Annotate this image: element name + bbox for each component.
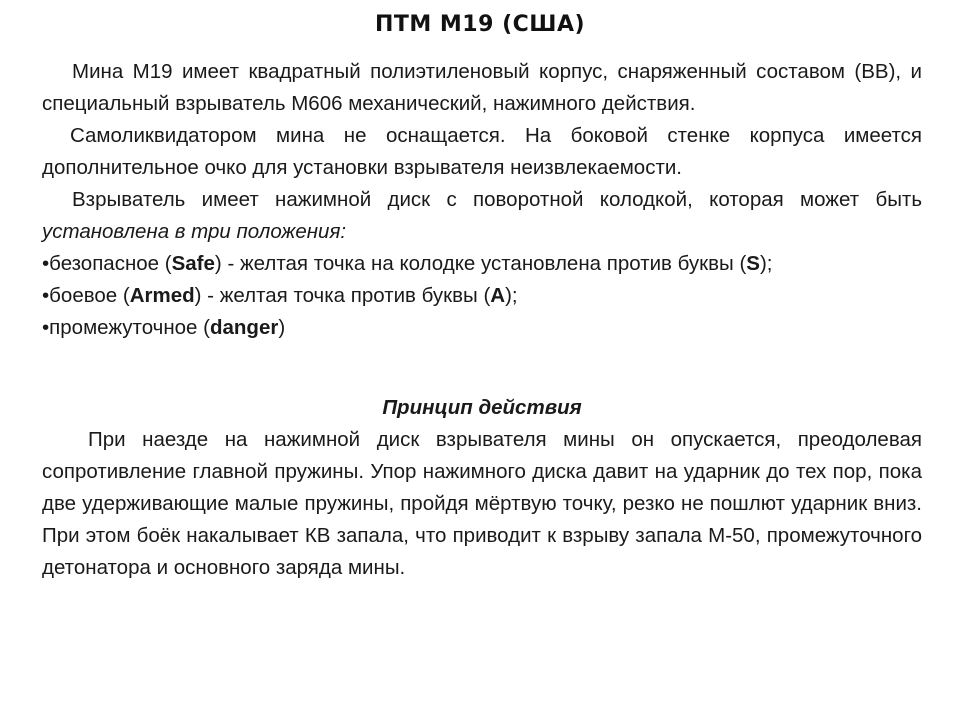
bullet-keyword: danger [209, 316, 279, 339]
bullet-keyword: Armed [129, 284, 195, 307]
list-item-safe [42, 248, 922, 280]
bullet-prefix: •безопасное ( [42, 252, 172, 275]
bullet-suffix: ); [505, 284, 518, 307]
paragraph-principle: При наезде на нажимной диск взрывателя мины он опускается, преодолевая сопротивление главной пружины. Упор нажимного диска давит на ударник до тех пор, пока две удерживающие малые пружины, пройдя мёртвую точку, резко не пошлют ударник вниз. При этом боёк накалывает КВ запала, что приводит к взрыву запала М-50, промежуточного детонатора и основного заряда мины. [42, 428, 922, 579]
bullet-letter: S [746, 252, 760, 275]
list-item-danger [42, 312, 922, 344]
bullet-prefix: •боевое ( [42, 284, 130, 307]
section-heading: Принцип действия [382, 396, 582, 419]
paragraph-fuze-text: Взрыватель имеет нажимной диск с поворотной колодкой, которая может быть [72, 188, 922, 211]
bullet-suffix: ); [759, 252, 773, 275]
paragraph-fuze [42, 184, 922, 248]
bullet-text: ) [278, 316, 286, 339]
paragraph-fuze-emphasis: установлена в три положения: [42, 220, 347, 243]
bullet-prefix: •промежуточное ( [42, 316, 210, 339]
page-title: ПТМ М19 (США) [374, 12, 586, 37]
list-item-armed [42, 280, 922, 312]
document-body [42, 56, 922, 584]
bullet-text: ) - желтая точка против буквы ( [194, 284, 491, 307]
paragraph-description: Мина М19 имеет квадратный полиэтиленовый корпус, снаряженный составом (ВВ), и специальный взрыватель М606 механический, нажимного действия. [42, 60, 922, 115]
bullet-text: ) - желтая точка на колодке установлена против буквы ( [214, 252, 747, 275]
paragraph-self-destruct: Самоликвидатором мина не оснащается. На боковой стенке корпуса имеется дополнительное очко для установки взрывателя неизвлекаемости. [42, 124, 922, 179]
bullet-keyword: Safe [171, 252, 215, 275]
bullet-letter: A [490, 284, 506, 307]
